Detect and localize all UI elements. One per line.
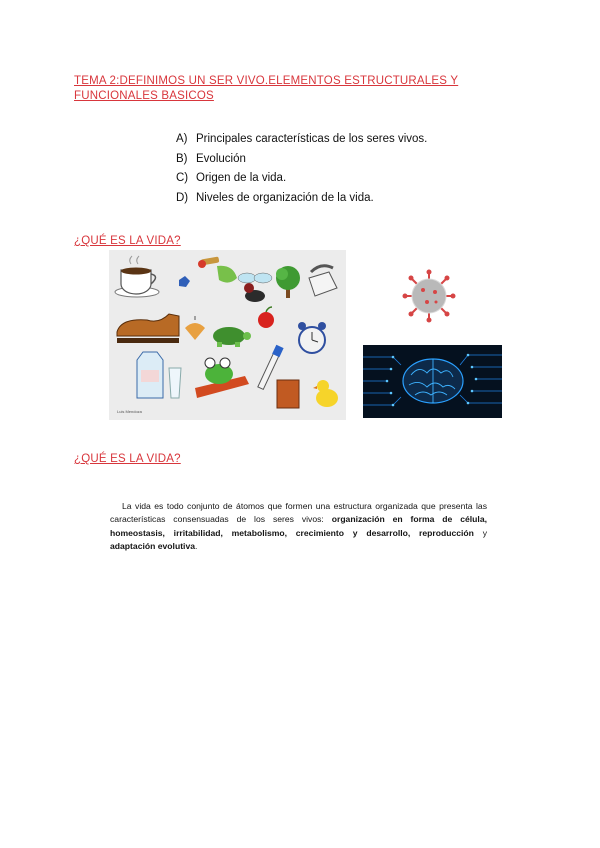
tree-icon [276, 266, 300, 298]
paragraph-emphasis-1: organización en forma de célula, homeostasis, irritabilidad, metabolismo, crecimiento y desarrollo, reproducción [110, 514, 487, 538]
brain-circuit-illustration [363, 345, 502, 418]
topics-list [176, 130, 427, 208]
hand-brush-icon [198, 256, 237, 282]
topic-text: Origen de la vida. [196, 172, 287, 184]
paragraph-end: . [195, 540, 198, 551]
living-nonliving-illustration [109, 250, 346, 420]
topic-text: Niveles de organización de la vida. [196, 191, 374, 204]
chick-icon [313, 380, 338, 407]
spinning-top-icon [185, 316, 205, 340]
definition-paragraph [110, 500, 487, 553]
topic-text: Evolución [196, 152, 246, 165]
topic-marker: B) [176, 152, 188, 165]
book-icon [277, 380, 299, 408]
paragraph-lead: La vida es todo conjunto de átomos que formen una estructura organizada que presenta las características consensuadas de los seres vivos: [110, 501, 487, 525]
topic-marker: A) [176, 133, 188, 145]
gem-icon [179, 276, 190, 287]
telephone-icon [309, 266, 337, 296]
virus-icon [402, 269, 456, 323]
paragraph-emphasis-2: adaptación evolutiva [110, 540, 196, 551]
topic-item [176, 150, 427, 170]
shoe-icon [117, 314, 179, 343]
document-title: TEMA 2:DEFINIMOS UN SER VIVO.ELEMENTOS ESTRUCTURALES Y FUNCIONALES BASICOS [74, 75, 459, 102]
topic-marker: C) [176, 172, 189, 184]
turtle-icon [213, 327, 251, 347]
milk-carton-icon [137, 352, 163, 398]
topic-item [176, 169, 427, 189]
alarm-clock-icon [298, 322, 326, 353]
paragraph-middle: y [473, 527, 487, 538]
section-heading-1: ¿QUÉ ES LA VIDA? [74, 235, 181, 247]
apple-icon [258, 307, 274, 328]
image-credit: Luis Mendoza [117, 409, 142, 414]
brain-circuit-icon [363, 345, 502, 418]
section-heading-2: ¿QUÉ ES LA VIDA? [74, 453, 181, 465]
objects-clipart [109, 250, 346, 420]
topic-item [176, 130, 427, 150]
frog-icon [195, 358, 249, 398]
topic-text: Principales características de los seres vivos. [196, 133, 428, 145]
topic-marker: D) [176, 191, 189, 204]
glass-icon [169, 368, 181, 398]
topic-item [176, 189, 427, 209]
fly-icon [238, 273, 272, 302]
coffee-cup-icon [115, 256, 159, 297]
